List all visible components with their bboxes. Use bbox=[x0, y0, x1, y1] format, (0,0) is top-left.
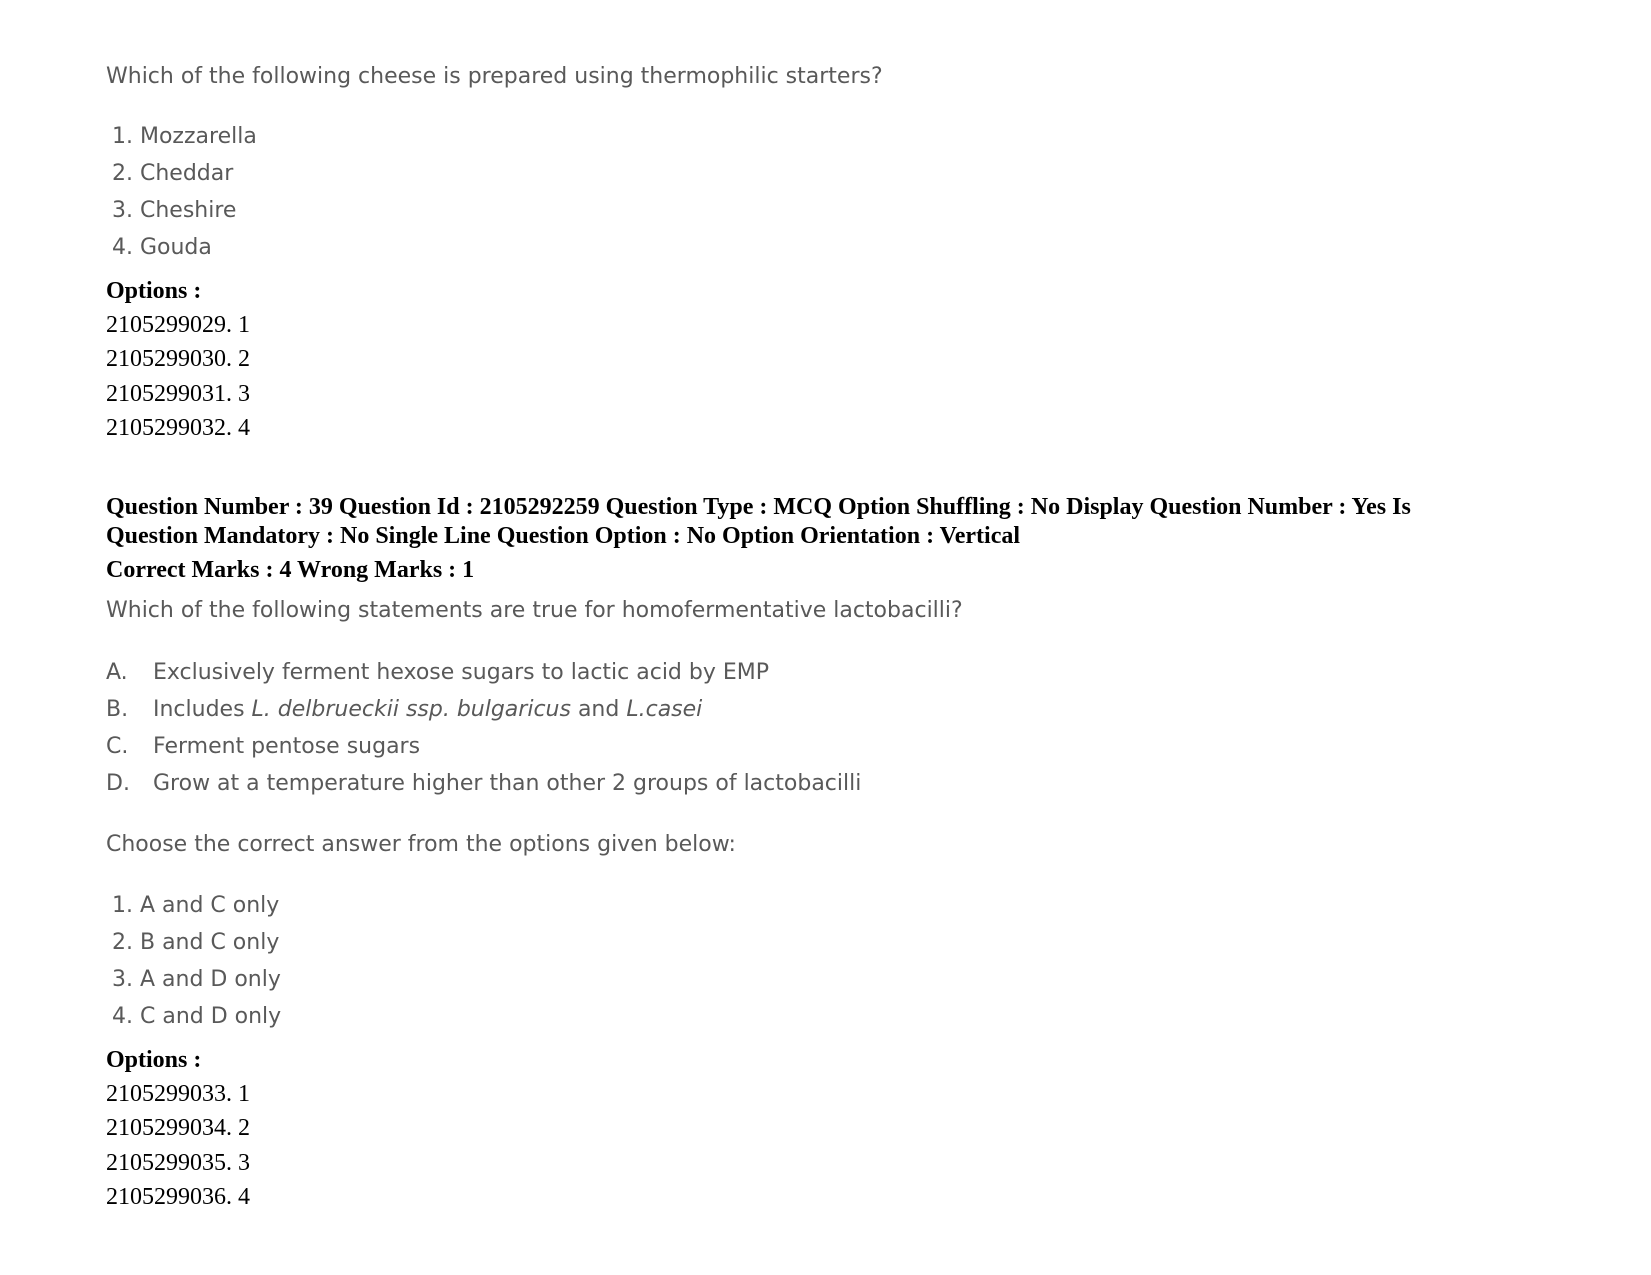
question-38-option-3: 2105299031. 3 bbox=[106, 381, 250, 407]
statement-a-letter: A. bbox=[106, 660, 128, 685]
statement-d bbox=[106, 771, 861, 796]
question-38-item-4: 4. Gouda bbox=[112, 235, 212, 260]
question-39-option-4: 2105299036. 4 bbox=[106, 1184, 250, 1210]
question-39-item-2: 2. B and C only bbox=[112, 930, 280, 955]
statement-b-species-2: L.casei bbox=[626, 697, 703, 722]
statement-a-text: Exclusively ferment hexose sugars to lactic acid by EMP bbox=[153, 660, 770, 685]
question-39-item-4: 4. C and D only bbox=[112, 1004, 282, 1029]
question-39-meta-line-1: Question Number : 39 Question Id : 2105292259 Question Type : MCQ Option Shuffling : No Display Question Number : Yes Is bbox=[106, 494, 1411, 520]
question-39-text: Which of the following statements are true for homofermentative lactobacilli? bbox=[106, 598, 963, 623]
question-39-marks: Correct Marks : 4 Wrong Marks : 1 bbox=[106, 557, 475, 583]
question-39-options-label: Options : bbox=[106, 1047, 202, 1073]
statement-b-pre: Includes bbox=[153, 697, 252, 722]
statement-b-letter: B. bbox=[106, 697, 129, 722]
question-38-item-2: 2. Cheddar bbox=[112, 161, 234, 186]
question-38-option-4: 2105299032. 4 bbox=[106, 415, 250, 441]
statement-b bbox=[106, 697, 702, 722]
question-38-text: Which of the following cheese is prepared using thermophilic starters? bbox=[106, 64, 883, 89]
statement-d-text: Grow at a temperature higher than other 2 groups of lactobacilli bbox=[153, 771, 862, 796]
question-39-option-2: 2105299034. 2 bbox=[106, 1115, 250, 1141]
statement-a bbox=[106, 660, 769, 685]
question-38-option-1: 2105299029. 1 bbox=[106, 312, 250, 338]
question-38-item-3: 3. Cheshire bbox=[112, 198, 237, 223]
statement-d-letter: D. bbox=[106, 771, 130, 796]
question-39-option-1: 2105299033. 1 bbox=[106, 1081, 250, 1107]
question-38-option-2: 2105299030. 2 bbox=[106, 346, 250, 372]
question-39-item-3: 3. A and D only bbox=[112, 967, 281, 992]
statement-c-letter: C. bbox=[106, 734, 129, 759]
question-39-option-3: 2105299035. 3 bbox=[106, 1150, 250, 1176]
question-39-meta-line-2: Question Mandatory : No Single Line Question Option : No Option Orientation : Vertical bbox=[106, 523, 1021, 549]
statement-c bbox=[106, 734, 420, 759]
question-38-item-1: 1. Mozzarella bbox=[112, 124, 257, 149]
statement-b-mid: and bbox=[570, 697, 627, 722]
statement-b-species-1: L. delbrueckii ssp. bulgaricus bbox=[251, 697, 571, 722]
question-38-options-label: Options : bbox=[106, 278, 202, 304]
question-39-instruction: Choose the correct answer from the options given below: bbox=[106, 832, 736, 857]
statement-c-text: Ferment pentose sugars bbox=[153, 734, 421, 759]
question-39-item-1: 1. A and C only bbox=[112, 893, 280, 918]
